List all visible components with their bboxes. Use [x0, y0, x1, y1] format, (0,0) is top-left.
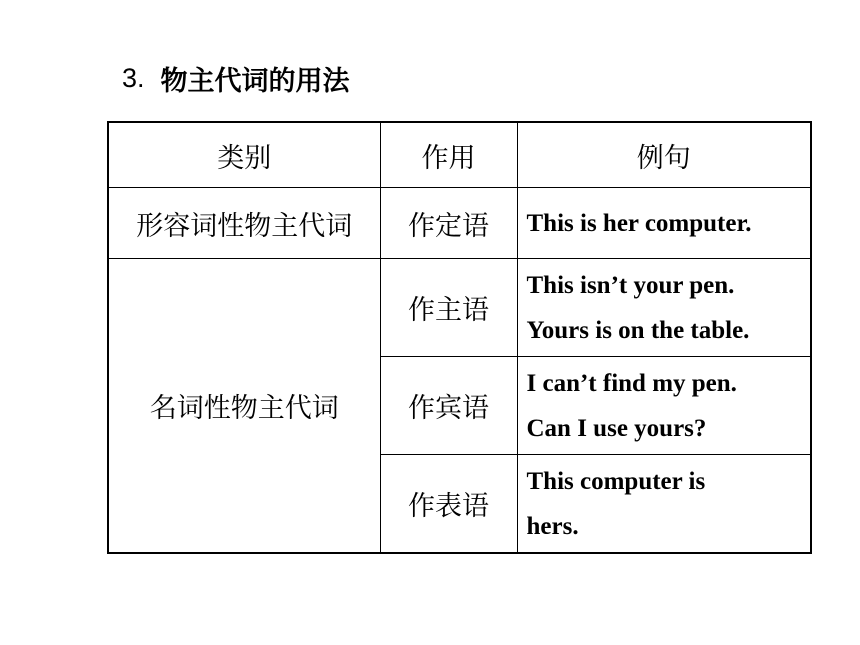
example-cell	[517, 357, 811, 455]
table-row	[108, 259, 811, 357]
section-heading	[122, 58, 350, 98]
function-cell: 作主语	[380, 259, 517, 357]
section-number: 3.	[122, 62, 145, 93]
example-cell	[517, 455, 811, 554]
possessive-pronoun-table	[107, 121, 812, 554]
table-row	[108, 188, 811, 259]
category-cell: 名词性物主代词	[108, 259, 380, 554]
example-line: hers.	[526, 512, 579, 540]
function-cell: 作定语	[380, 188, 517, 259]
example-line: Can I use yours?	[526, 414, 707, 442]
example-line: I can’t find my pen.	[526, 369, 737, 397]
example-line: Yours is on the table.	[526, 316, 750, 344]
header-category: 类别	[108, 122, 380, 188]
header-function: 作用	[380, 122, 517, 188]
category-cell: 形容词性物主代词	[108, 188, 380, 259]
example-cell	[517, 259, 811, 357]
function-cell: 作表语	[380, 455, 517, 554]
example-line: This is her computer.	[526, 209, 752, 237]
section-title: 物主代词的用法	[160, 65, 350, 97]
example-cell	[517, 188, 811, 259]
header-example: 例句	[517, 122, 811, 188]
example-line: This isn’t your pen.	[526, 271, 735, 299]
example-line: This computer is	[526, 467, 706, 495]
function-cell: 作宾语	[380, 357, 517, 455]
table-header-row	[108, 122, 811, 188]
